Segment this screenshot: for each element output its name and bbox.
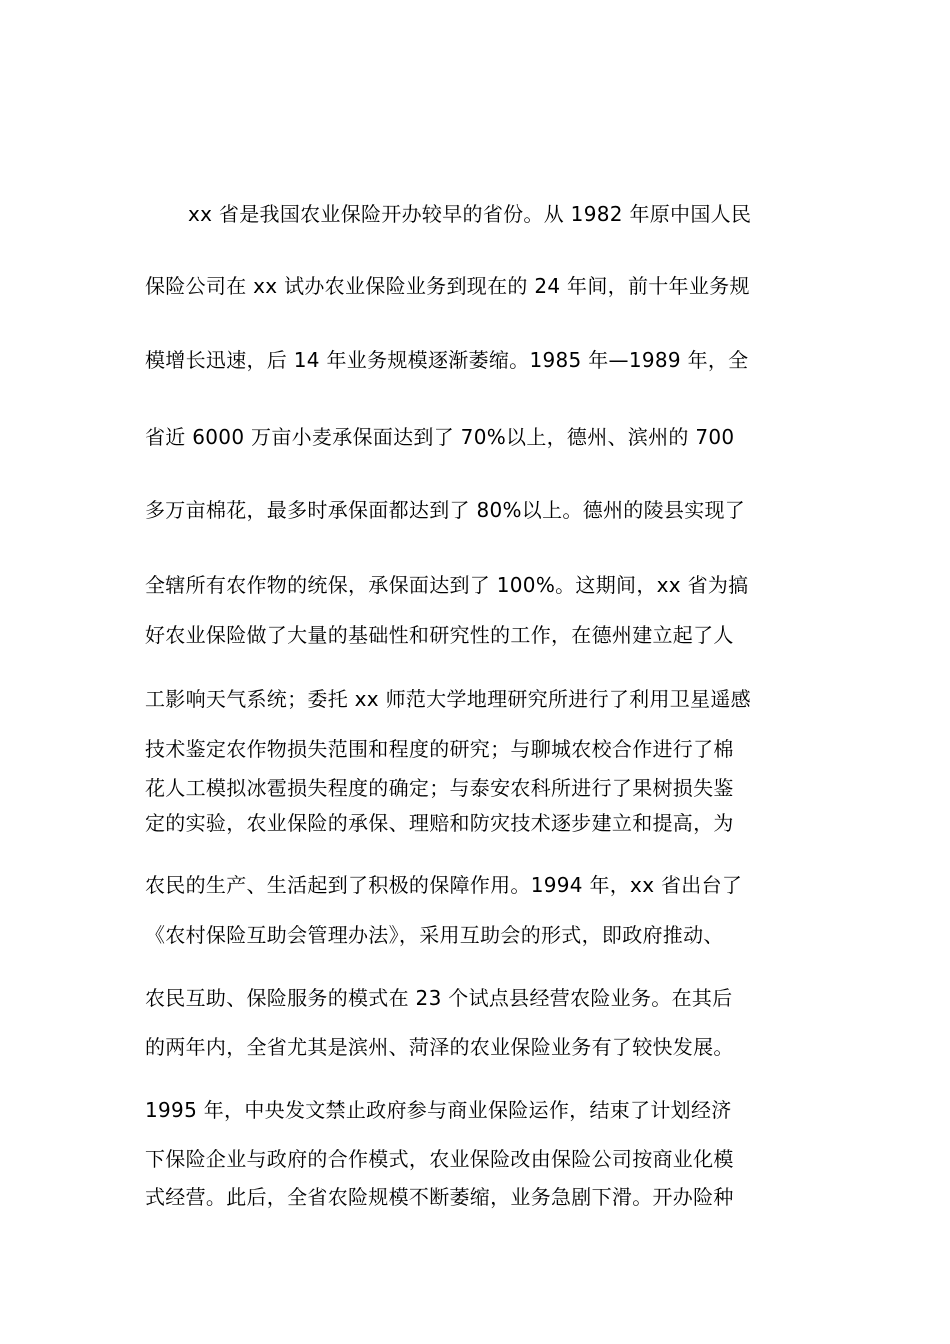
paragraph-line: 保险公司在 xx 试办农业保险业务到现在的 24 年间，前十年业务规 bbox=[145, 274, 750, 298]
paragraph-line: 定的实验，农业保险的承保、理赔和防灾技术逐步建立和提高，为 bbox=[145, 811, 734, 835]
paragraph-line: 花人工模拟冰雹损失程度的确定；与泰安农科所进行了果树损失鉴 bbox=[145, 776, 734, 800]
paragraph-line: 《农村保险互助会管理办法》，采用互助会的形式，即政府推动、 bbox=[145, 923, 724, 947]
paragraph-line: 模增长迅速，后 14 年业务规模逐渐萎缩。1985 年—1989 年，全 bbox=[145, 348, 749, 372]
paragraph-line: 式经营。此后，全省农险规模不断萎缩，业务急剧下滑。开办险种 bbox=[145, 1185, 734, 1209]
paragraph-line: 省近 6000 万亩小麦承保面达到了 70%以上，德州、滨州的 700 bbox=[145, 425, 735, 449]
paragraph-line: 的两年内，全省尤其是滨州、菏泽的农业保险业务有了较快发展。 bbox=[145, 1035, 734, 1059]
paragraph-line: 下保险企业与政府的合作模式，农业保险改由保险公司按商业化模 bbox=[145, 1147, 734, 1171]
paragraph-line: 好农业保险做了大量的基础性和研究性的工作，在德州建立起了人 bbox=[145, 623, 734, 647]
paragraph-line: 农民的生产、生活起到了积极的保障作用。1994 年，xx 省出台了 bbox=[145, 873, 743, 897]
paragraph-line: xx 省是我国农业保险开办较早的省份。从 1982 年原中国人民 bbox=[188, 202, 752, 226]
paragraph-line: 技术鉴定农作物损失范围和程度的研究；与聊城农校合作进行了棉 bbox=[145, 737, 734, 761]
paragraph-line: 农民互助、保险服务的模式在 23 个试点县经营农险业务。在其后 bbox=[145, 986, 733, 1010]
paragraph-line: 工影响天气系统；委托 xx 师范大学地理研究所进行了利用卫星遥感 bbox=[145, 687, 751, 711]
paragraph-line: 全辖所有农作物的统保，承保面达到了 100%。这期间，xx 省为搞 bbox=[145, 573, 749, 597]
paragraph-line: 1995 年，中央发文禁止政府参与商业保险运作，结束了计划经济 bbox=[145, 1098, 732, 1122]
paragraph-line: 多万亩棉花，最多时承保面都达到了 80%以上。德州的陵县实现了 bbox=[145, 498, 746, 522]
